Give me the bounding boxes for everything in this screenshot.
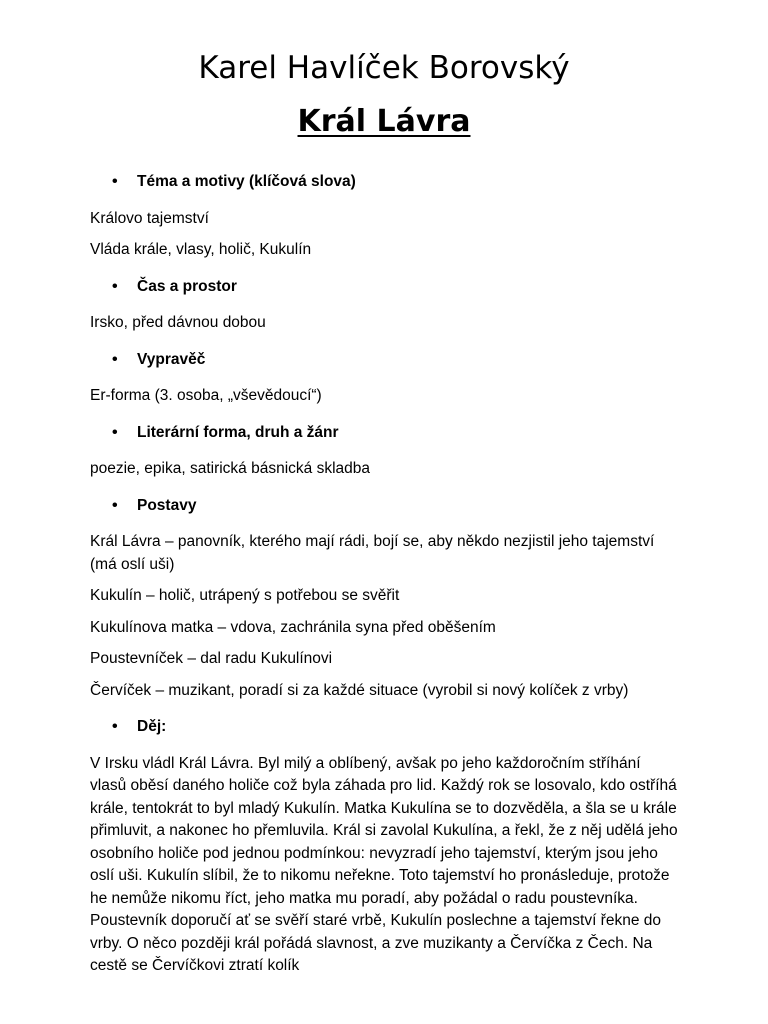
section-paragraph: Irsko, před dávnou dobou [90, 314, 266, 331]
section-heading-text: Téma a motivy (klíčová slova) [137, 173, 356, 190]
section-heading [90, 276, 680, 299]
bullet-icon: • [112, 277, 118, 295]
section-heading [90, 716, 680, 739]
section-paragraph: V Irsku vládl Král Lávra. Byl milý a oblíbený, avšak po jeho každoročním stříhání vlasů oběsí daného holiče což byla záhada pro lid. Každý rok se losovalo, kdo ostříhá krále, tentokrát to byl mladý Kukulín. Matka Kukulína se to dozvěděla, a šla se u krále přimluvit, a nakonec ho přemluvila. Král si zavolal Kukulína, a řekl, že z něj udělá jeho osobního holiče pod jednou podmínkou: nevyzradí jeho tajemství, kterým jsou jeho oslí uši. Kukulín slíbil, že to nikomu neřekne. Toto tajemství ho pronásleduje, protože he nemůže nikomu říct, jeho matka mu poradí, aby požádal o radu poustevníka. Poustevník doporučí ať se svěří staré vrbě, Kukulín poslechne a tajemství řekne do vrby. O něco později král pořádá slavnost, a zve muzikanty a Červíčka z Čech. Na cestě se Červíčkovi ztratí kolík [90, 754, 678, 974]
section-heading [90, 495, 680, 518]
section-paragraph: Kukulín – holič, utrápený s potřebou se svěřit [90, 587, 400, 604]
section-heading [90, 422, 680, 445]
section-heading-text: Čas a prostor [137, 277, 237, 295]
bullet-icon: • [112, 496, 118, 514]
document-body [90, 171, 680, 992]
section-paragraph: Král Lávra – panovník, kterého mají rádi, bojí se, aby někdo nezjistil jeho tajemství (má oslí uši) [90, 533, 655, 573]
section-paragraph: Královo tajemství [90, 209, 209, 227]
bullet-icon: • [112, 423, 118, 441]
document-subtitle-text: Král Lávra [297, 104, 471, 139]
section-paragraph: Vláda krále, vlasy, holič, Kukulín [90, 241, 312, 258]
section-paragraph: Kukulínova matka – vdova, zachránila syna před oběšením [90, 618, 496, 636]
section-heading-text: Děj: [137, 718, 167, 735]
section-heading-text: Postavy [137, 496, 197, 514]
section-paragraph: Poustevníček – dal radu Kukulínovi [90, 650, 333, 667]
document-subtitle [0, 102, 768, 142]
bullet-icon: • [112, 173, 118, 190]
section-heading-text: Vypravěč [137, 350, 206, 368]
document-title: Karel Havlíček Borovský [198, 50, 570, 86]
section-heading [90, 349, 680, 372]
section-paragraph: poezie, epika, satirická básnická skladba [90, 460, 371, 477]
bullet-icon: • [112, 350, 118, 368]
section-heading [90, 171, 680, 194]
section-heading-text: Literární forma, druh a žánr [137, 423, 339, 441]
section-paragraph: Er-forma (3. osoba, „vševědoucí“) [90, 387, 322, 404]
section-paragraph: Červíček – muzikant, poradí si za každé situace (vyrobil si nový kolíček z vrby) [90, 681, 629, 699]
bullet-icon: • [112, 718, 118, 735]
